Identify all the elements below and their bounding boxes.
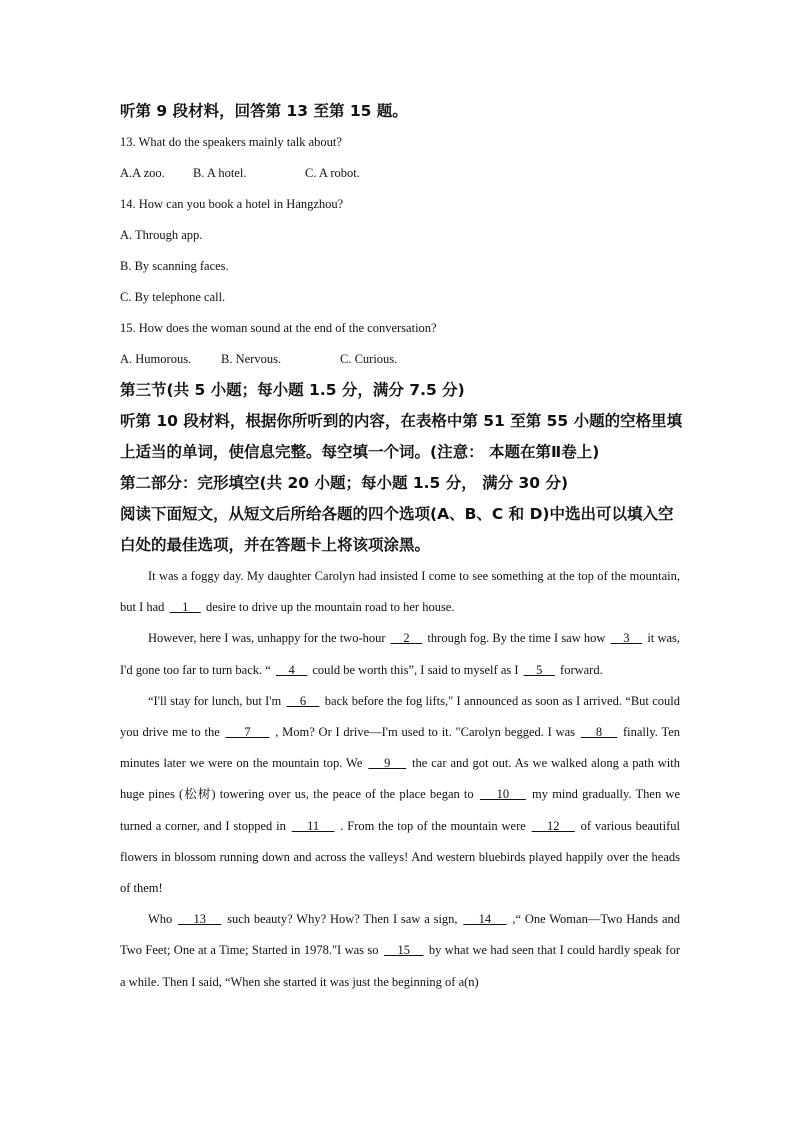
option-b: B. By scanning faces.: [120, 259, 229, 273]
blank-14: 14: [463, 912, 507, 927]
passage-paragraph: [120, 561, 680, 623]
passage-text: However, here I was, unhappy for the two-hour: [148, 631, 389, 646]
option-a: A. Humorous.: [120, 352, 192, 366]
part2-instruction: 白处的最佳选项，并在答题卡上将该项涂黑。: [120, 536, 431, 554]
question-15: 15. How does the woman sound at the end of the conversation?: [120, 321, 437, 335]
option-c: C. A robot.: [305, 166, 360, 180]
blank-5: 5: [523, 662, 555, 677]
question-13-options: [120, 158, 680, 189]
blank-7: 7: [225, 725, 270, 740]
blank-4: 4: [275, 662, 308, 677]
blank-1: 1: [169, 600, 201, 615]
blank-10: 10: [479, 787, 526, 802]
blank-8: 8: [580, 725, 618, 740]
passage-text: the car and got out. As we walked along a path with huge pines (松树) towering over us, the peace of the place began to: [120, 756, 680, 802]
part3-instruction: 上适当的单词，使信息完整。每空填一个词。(注意： 本题在第Ⅱ卷上): [120, 443, 600, 461]
option-a: A. Through app.: [120, 228, 203, 242]
passage-text: finally. Ten minutes later we were on the mountain top. We: [120, 725, 681, 771]
option-b: B. Nervous.: [221, 352, 282, 366]
passage-text: could be worth this”, I said to myself as I: [309, 662, 522, 677]
passage-paragraph: [120, 686, 680, 904]
blank-12: 12: [531, 818, 575, 833]
passage-text: such beauty? Why? How? Then I saw a sign,: [223, 912, 462, 927]
blank-15: 15: [383, 943, 424, 958]
blank-3: 3: [610, 631, 643, 646]
exam-page: [120, 96, 683, 998]
question-15-options: [120, 344, 680, 375]
option-c: C. Curious.: [340, 352, 398, 366]
option-c: C. By telephone call.: [120, 290, 226, 304]
passage-text: , Mom? Or I drive—I'm used to it. "Carolyn begged. I was: [271, 725, 579, 740]
section9-heading: 听第 9 段材料，回答第 13 至第 15 题。: [120, 102, 408, 120]
passage-text: Who: [148, 912, 177, 927]
blank-6: 6: [286, 693, 320, 708]
passage-text: desire to drive up the mountain road to her house.: [202, 600, 455, 615]
passage-text: . From the top of the mountain were: [336, 818, 530, 833]
part3-heading: 第三节(共 5 小题；每小题 1.5 分，满分 7.5 分): [120, 381, 465, 399]
option-a: A.A zoo.: [120, 166, 165, 180]
blank-11: 11: [291, 818, 335, 833]
option-b: B. A hotel.: [193, 166, 247, 180]
passage-text: ,“ One Woman—Two Hands and Two Feet; One at a Time; Started in 1978."I was so: [120, 912, 681, 958]
part2-instruction: 阅读下面短文，从短文后所给各题的四个选项(A、B、C 和 D)中选出可以填入空: [120, 505, 674, 523]
passage-text: my mind gradually. Then we turned a corner, and I stopped in: [120, 787, 680, 833]
passage-text: back before the fog lifts," I announced as soon as I arrived. “But could you drive me to the: [120, 693, 680, 740]
cloze-passage: [120, 561, 680, 998]
passage-paragraph: [120, 904, 680, 998]
question-14: 14. How can you book a hotel in Hangzhou?: [120, 197, 344, 211]
passage-text: forward.: [556, 662, 603, 677]
passage-text: through fog. By the time I saw how: [424, 631, 609, 646]
part3-instruction: 听第 10 段材料，根据你所听到的内容，在表格中第 51 至第 55 小题的空格里填: [120, 412, 683, 430]
passage-text: “I'll stay for lunch, but I'm: [148, 693, 285, 708]
passage-text: by what we had seen that I could hardly speak for a while. Then I said, “When she started it was just the beginning of a(n): [120, 943, 681, 989]
blank-13: 13: [178, 912, 222, 927]
blank-2: 2: [390, 631, 423, 646]
blank-9: 9: [368, 756, 407, 771]
passage-text: it was, I'd gone too far to turn back. “: [120, 631, 681, 677]
passage-text: of various beautiful flowers in blossom running down and across the valleys! And western bluebirds played happily over the heads of them!: [120, 818, 680, 896]
passage-paragraph: [120, 623, 680, 685]
passage-text: It was a foggy day. My daughter Carolyn had insisted I come to see something at the top of the mountain, but I had: [120, 569, 680, 615]
part2-heading: 第二部分：完形填空(共 20 小题；每小题 1.5 分， 满分 30 分): [120, 474, 569, 492]
question-13: 13. What do the speakers mainly talk about?: [120, 135, 342, 149]
